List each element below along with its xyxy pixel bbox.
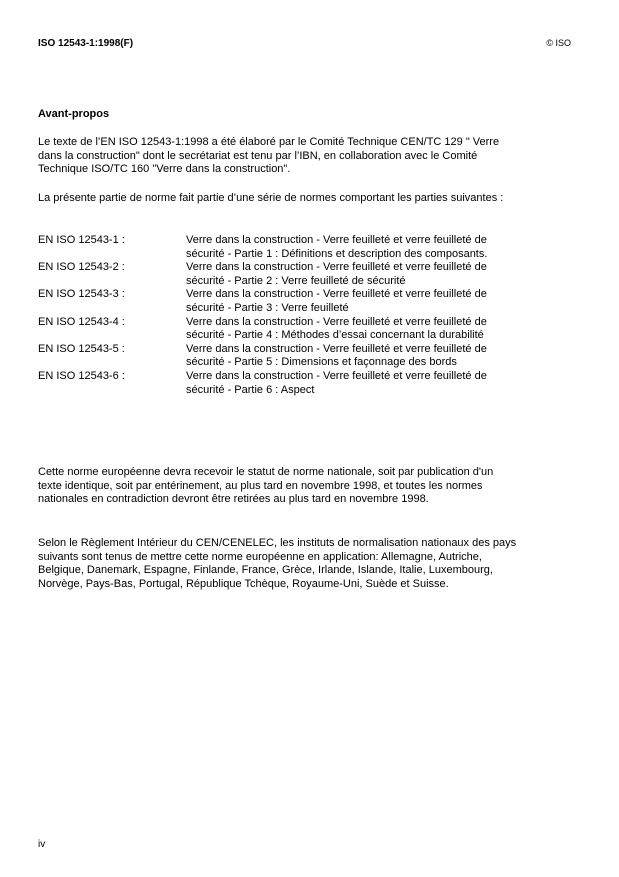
- part-code: EN ISO 12543-5 :: [38, 342, 125, 355]
- section-title: Avant-propos: [38, 108, 110, 120]
- parts-list: [38, 234, 518, 397]
- part-description: Verre dans la construction - Verre feuilleté et verre feuilleté de sécurité - Partie 5 : Dimensions et façonnage des bords: [186, 342, 487, 369]
- part-description: Verre dans la construction - Verre feuilleté et verre feuilleté de sécurité - Partie 4 : Méthodes d’essai concernant la durabilité: [186, 315, 487, 342]
- page-number: iv: [38, 839, 46, 850]
- parts-list-item: [38, 261, 518, 288]
- part-code: EN ISO 12543-4 :: [38, 315, 125, 328]
- part-description: Verre dans la construction - Verre feuilleté et verre feuilleté de sécurité - Partie 6 : Aspect: [186, 369, 487, 396]
- part-code: EN ISO 12543-6 :: [38, 369, 125, 382]
- series-paragraph: La présente partie de norme fait partie d’une série de normes comportant les parties suivantes :: [38, 192, 504, 204]
- parts-list-item: [38, 343, 518, 370]
- status-paragraph: Cette norme européenne devra recevoir le statut de norme nationale, soit par publication d'un texte identique, soit par entérinement, au plus tard en novembre 1998, et toutes les normes nationales en contradiction devront être retirées au plus tard en novembre 1998.: [38, 466, 494, 506]
- part-description: Verre dans la construction - Verre feuilleté et verre feuilleté de sécurité - Partie 3 : Verre feuilleté: [186, 288, 487, 314]
- countries-paragraph: Selon le Règlement Intérieur du CEN/CENELEC, les instituts de normalisation nationaux des pays suivants sont tenus de mettre cette norme européenne en application: Allemagne, Autriche, Belgique, Danemark, Espagne, Finlande, France, Grèce, Irlande, Islande, Italie, Luxembourg, Norvège, Pays-Bas, Portugal, République Tchèque, Royaume-Uni, Suède et Suisse.: [38, 537, 517, 590]
- document-id: ISO 12543-1:1998(F): [38, 38, 134, 49]
- part-code: EN ISO 12543-2 :: [38, 261, 125, 274]
- parts-list-item: [38, 288, 518, 315]
- part-description: Verre dans la construction - Verre feuilleté et verre feuilleté de sécurité - Partie 1 : Définitions et description des composants.: [186, 234, 488, 260]
- parts-list-item: [38, 316, 518, 343]
- parts-list-item: [38, 370, 518, 397]
- part-description: Verre dans la construction - Verre feuilleté et verre feuilleté de sécurité - Partie 2 : Verre feuilleté de sécurité: [186, 261, 487, 287]
- intro-paragraph: Le texte de l’EN ISO 12543-1:1998 a été élaboré par le Comité Technique CEN/TC 129 " Verre dans la construction" dont le secrétariat est tenu par l’IBN, en collaboration avec le Comité Technique ISO/TC 160 "Verre dans la construction".: [38, 136, 500, 176]
- copyright-label: © ISO: [546, 38, 571, 48]
- part-code: EN ISO 12543-1 :: [38, 234, 125, 246]
- part-code: EN ISO 12543-3 :: [38, 288, 125, 301]
- parts-list-item: [38, 234, 518, 261]
